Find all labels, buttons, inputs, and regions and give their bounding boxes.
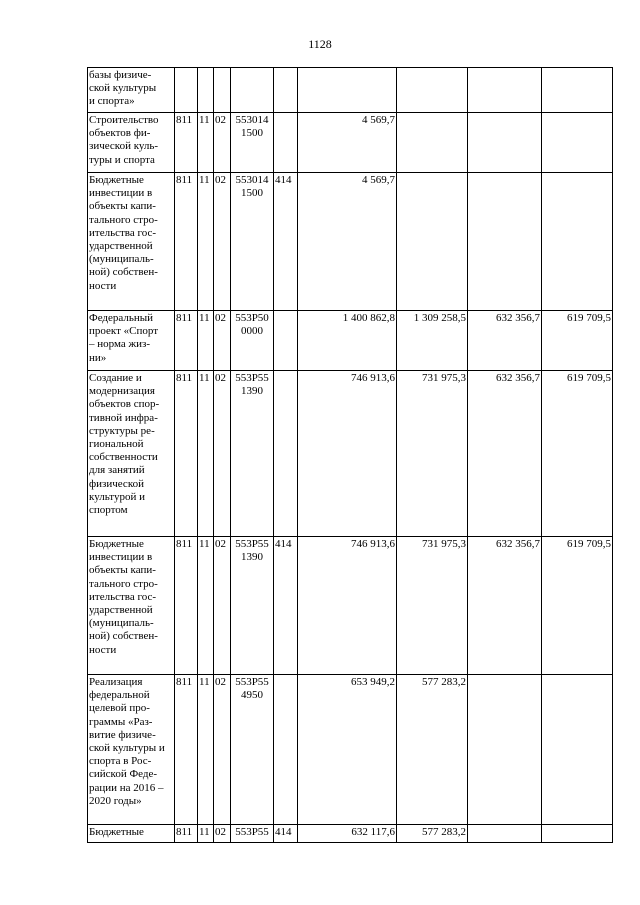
amount-cell-2 [397, 113, 468, 173]
amount-cell-1: 746 913,6 [298, 371, 397, 537]
amount-cell-1: 632 117,6 [298, 825, 397, 843]
ministry-code-cell: 811 [175, 371, 198, 537]
expense-name-cell [88, 311, 175, 371]
amount-cell-4 [542, 675, 613, 825]
subsection-code-cell: 02 [214, 371, 231, 537]
amount-cell-1: 746 913,6 [298, 537, 397, 675]
expense-name-line: Создание и [89, 372, 142, 384]
expense-type-cell [274, 311, 298, 371]
expense-type-cell: 414 [274, 537, 298, 675]
expense-name-line: и спорта» [89, 95, 135, 108]
table-row [88, 113, 613, 173]
expense-name-line: ности [89, 279, 117, 292]
amount-cell-3 [468, 173, 542, 311]
section-code-cell [198, 68, 214, 113]
page-number: 1128 [308, 37, 332, 51]
table-row [88, 173, 613, 311]
target-article-cell: 553P50 0000 [231, 311, 274, 371]
expense-name-line: Бюджетные [89, 538, 144, 550]
target-article-cell: 553P55 1390 [231, 371, 274, 537]
expense-name-line: Строительство [89, 114, 159, 126]
expense-name-line: инвестиции в [89, 551, 153, 564]
table-row [88, 371, 613, 537]
expense-type-cell [274, 371, 298, 537]
amount-cell-2: 731 975,3 [397, 537, 468, 675]
expense-name-line: федеральной [89, 689, 150, 702]
amount-cell-3 [468, 825, 542, 843]
section-code-cell: 11 [198, 371, 214, 537]
expense-name-line: объекты капи- [89, 564, 156, 577]
expense-name-cell [88, 537, 175, 675]
expense-name-line: Федеральный [89, 312, 154, 324]
section-code-cell: 11 [198, 675, 214, 825]
amount-cell-2: 1 309 258,5 [397, 311, 468, 371]
table-row [88, 311, 613, 371]
subsection-code-cell: 02 [214, 537, 231, 675]
expense-type-cell [274, 675, 298, 825]
expense-name-line: спорта в Рос- [89, 755, 152, 768]
amount-cell-3: 632 356,7 [468, 371, 542, 537]
amount-cell-1: 1 400 862,8 [298, 311, 397, 371]
expense-name-line: гиональной [89, 438, 144, 451]
expense-name-line: ительства гос- [89, 226, 157, 239]
expense-name-cell [88, 173, 175, 311]
section-code-cell: 11 [198, 113, 214, 173]
amount-cell-4 [542, 68, 613, 113]
expense-name-line: витие физиче- [89, 728, 156, 741]
amount-cell-2 [397, 173, 468, 311]
expense-name-line: Бюджетные [89, 826, 144, 838]
amount-cell-4: 619 709,5 [542, 311, 613, 371]
amount-cell-1: 4 569,7 [298, 173, 397, 311]
expense-name-line: объектов спор- [89, 398, 160, 411]
expense-name-cell [88, 825, 175, 843]
expense-name-line: (муниципаль- [89, 617, 154, 630]
expense-name-cell [88, 113, 175, 173]
expense-type-cell [274, 68, 298, 113]
expense-name-line: рации на 2016 – [89, 781, 164, 794]
expense-name-cell [88, 68, 175, 113]
expense-name-line: (муниципаль- [89, 253, 154, 266]
expense-name-line: тального стро- [89, 577, 158, 590]
ministry-code-cell [175, 68, 198, 113]
amount-cell-4 [542, 825, 613, 843]
expense-name-line: сийской Феде- [89, 768, 158, 781]
table-row [88, 537, 613, 675]
amount-cell-4 [542, 113, 613, 173]
amount-cell-2: 577 283,2 [397, 675, 468, 825]
expense-name-cell [88, 371, 175, 537]
amount-cell-2 [397, 68, 468, 113]
amount-cell-3: 632 356,7 [468, 537, 542, 675]
expense-name-line: физической [89, 477, 144, 490]
expense-name-cell [88, 675, 175, 825]
expense-name-line: тального стро- [89, 213, 158, 226]
ministry-code-cell: 811 [175, 537, 198, 675]
expense-name-line: туры и спорта [89, 153, 155, 166]
expense-name-line: базы физиче- [89, 69, 152, 81]
expense-name-line: 2020 годы» [89, 794, 142, 807]
amount-cell-3 [468, 113, 542, 173]
table-row [88, 675, 613, 825]
expense-type-cell [274, 113, 298, 173]
amount-cell-4: 619 709,5 [542, 371, 613, 537]
ministry-code-cell: 811 [175, 113, 198, 173]
section-code-cell: 11 [198, 173, 214, 311]
expense-name-line: ской культуры [89, 82, 157, 95]
amount-cell-3 [468, 68, 542, 113]
target-article-cell: 553P55 4950 [231, 675, 274, 825]
target-article-cell: 553014 1500 [231, 113, 274, 173]
expense-name-line: структуры ре- [89, 424, 155, 437]
ministry-code-cell: 811 [175, 675, 198, 825]
expense-name-line: инвестиции в [89, 187, 153, 200]
amount-cell-2: 731 975,3 [397, 371, 468, 537]
expense-name-line: ни» [89, 351, 107, 364]
expense-name-line: ности [89, 643, 117, 656]
subsection-code-cell: 02 [214, 825, 231, 843]
target-article-cell [231, 68, 274, 113]
expense-name-line: целевой про- [89, 702, 150, 715]
expense-name-line: Реализация [89, 676, 143, 688]
section-code-cell: 11 [198, 825, 214, 843]
subsection-code-cell: 02 [214, 675, 231, 825]
subsection-code-cell [214, 68, 231, 113]
expense-name-line: для занятий [89, 464, 145, 477]
ministry-code-cell: 811 [175, 173, 198, 311]
expense-name-line: ударственной [89, 604, 153, 617]
expense-name-line: проект «Спорт [89, 325, 159, 338]
expense-name-line: ной) собствен- [89, 266, 158, 279]
section-code-cell: 11 [198, 311, 214, 371]
table-row [88, 68, 613, 113]
subsection-code-cell: 02 [214, 113, 231, 173]
amount-cell-2: 577 283,2 [397, 825, 468, 843]
expense-name-line: – норма жиз- [89, 338, 150, 351]
expense-name-line: ной) собствен- [89, 630, 158, 643]
expense-type-cell: 414 [274, 825, 298, 843]
target-article-cell: 553P55 1390 [231, 537, 274, 675]
target-article-cell: 553014 1500 [231, 173, 274, 311]
expense-name-line: тивной инфра- [89, 411, 158, 424]
expense-name-line: собственности [89, 451, 158, 464]
table-row [88, 825, 613, 843]
expense-name-line: объекты капи- [89, 200, 156, 213]
budget-table [87, 67, 613, 843]
expense-name-line: модернизация [89, 385, 155, 398]
amount-cell-4 [542, 173, 613, 311]
amount-cell-1: 4 569,7 [298, 113, 397, 173]
expense-name-line: объектов фи- [89, 127, 151, 140]
expense-type-cell: 414 [274, 173, 298, 311]
subsection-code-cell: 02 [214, 173, 231, 311]
expense-name-line: спортом [89, 504, 128, 517]
expense-name-line: ударственной [89, 240, 153, 253]
target-article-cell: 553P55 [231, 825, 274, 843]
expense-name-line: ительства гос- [89, 590, 157, 603]
amount-cell-4: 619 709,5 [542, 537, 613, 675]
expense-name-line: граммы «Раз- [89, 715, 153, 728]
expense-name-line: Бюджетные [89, 174, 144, 186]
subsection-code-cell: 02 [214, 311, 231, 371]
ministry-code-cell: 811 [175, 825, 198, 843]
ministry-code-cell: 811 [175, 311, 198, 371]
amount-cell-1: 653 949,2 [298, 675, 397, 825]
section-code-cell: 11 [198, 537, 214, 675]
expense-name-line: зической куль- [89, 140, 159, 153]
amount-cell-1 [298, 68, 397, 113]
amount-cell-3: 632 356,7 [468, 311, 542, 371]
amount-cell-3 [468, 675, 542, 825]
expense-name-line: культурой и [89, 490, 145, 503]
expense-name-line: ской культуры и [89, 742, 165, 755]
